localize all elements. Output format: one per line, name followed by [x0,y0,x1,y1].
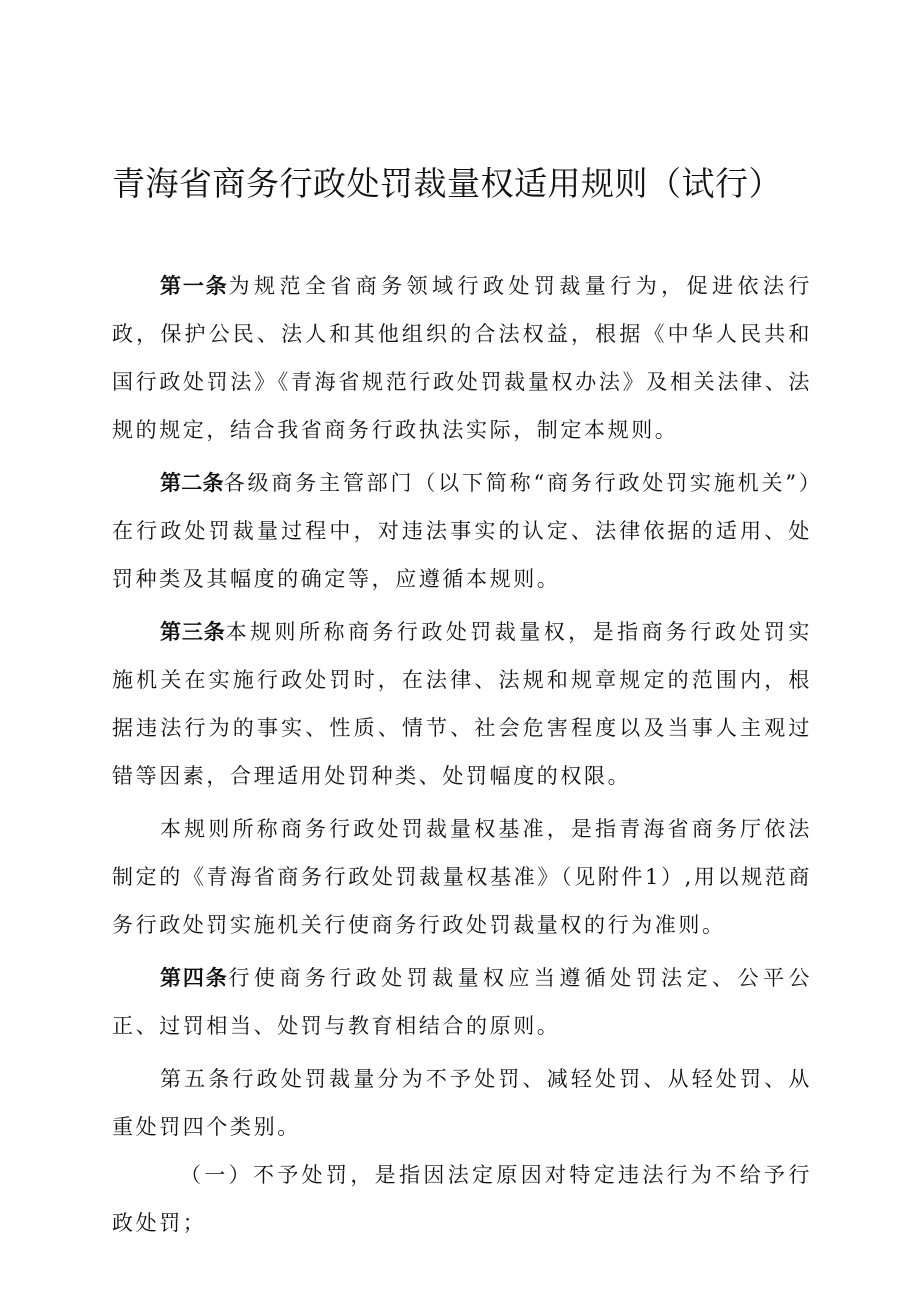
article-1-label: 第一条 [160,274,229,298]
article-5-item-1-text: （一）不予处罚，是指因法定原因对特定违法行为不给予行政处罚； [112,1163,812,1235]
document-body [112,262,812,1247]
article-3-continuation-paragraph [112,805,812,949]
article-4-label: 第四条 [160,966,229,990]
article-3-continuation-text: 本规则所称商务行政处罚裁量权基准，是指青海省商务厅依法制定的《青海省商务行政处罚裁量权基准》（见附件1）,用以规范商务行政处罚实施机关行使商务行政处罚裁量权的行为准则。 [112,817,812,937]
article-4-paragraph [112,954,812,1050]
article-5-paragraph [112,1055,812,1151]
article-2-paragraph [112,459,812,603]
article-1-paragraph [112,262,812,454]
article-3-label: 第三条 [160,620,226,644]
article-5-text: 第五条行政处罚裁量分为不予处罚、减轻处罚、从轻处罚、从重处罚四个类别。 [112,1067,812,1139]
document-title: 青海省商务行政处罚裁量权适用规则（试行） [112,164,782,203]
article-3-text: 本规则所称商务行政处罚裁量权，是指商务行政处罚实施机关在实施行政处罚时，在法律、法规和规章规定的范围内，根据违法行为的事实、性质、情节、社会危害程度以及当事人主观过错等因素，合理适用处罚种类、处罚幅度的权限。 [112,620,812,788]
article-2-text: 各级商务主管部门（以下简称“商务行政处罚实施机关”）在行政处罚裁量过程中，对违法事实的认定、法律依据的适用、处罚种类及其幅度的确定等，应遵循本规则。 [112,471,813,591]
article-4-text: 行使商务行政处罚裁量权应当遵循处罚法定、公平公正、过罚相当、处罚与教育相结合的原则。 [112,966,812,1038]
article-2-label: 第二条 [160,471,224,495]
article-5-item-1 [112,1151,812,1247]
article-1-text: 为规范全省商务领域行政处罚裁量行为，促进依法行政，保护公民、法人和其他组织的合法权益，根据《中华人民共和国行政处罚法》《青海省规范行政处罚裁量权办法》及相关法律、法规的规定，结合我省商务行政执法实际，制定本规则。 [112,274,812,442]
article-3-paragraph [112,608,812,800]
